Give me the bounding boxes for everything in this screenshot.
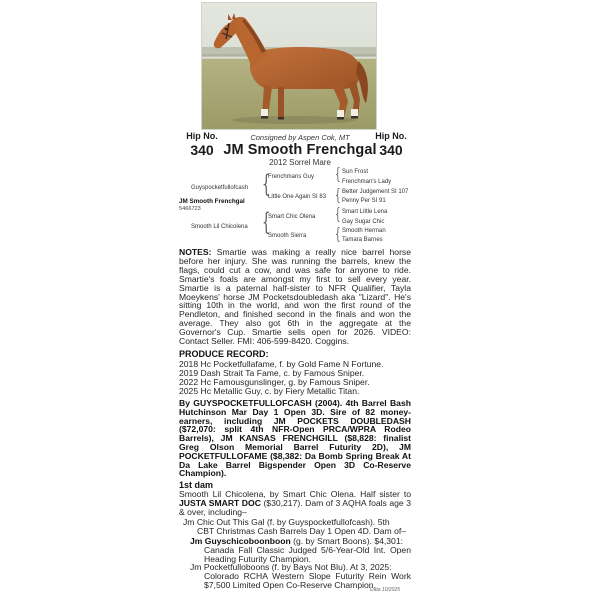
pedigree-brace-sire: { bbox=[262, 170, 271, 198]
hip-label-right: Hip No. bbox=[375, 131, 407, 141]
pedigree-sire-sire: Frenchmans Guy bbox=[268, 174, 315, 180]
sorrel-mare-image bbox=[202, 3, 376, 129]
foal-name-line: Jm Chic Out This Gal (f. by Guyspocketfullofcash). 5th bbox=[183, 517, 390, 527]
pedigree-sire-sire-dam: Frenchman's Lady bbox=[342, 179, 392, 185]
first-dam-intro-bold: JUSTA SMART DOC bbox=[179, 497, 261, 508]
produce-item: 2018 Hc Pocketfullafame, f. by Gold Fame N Fortune. bbox=[179, 359, 384, 369]
horse-description: 2012 Sorrel Mare bbox=[269, 158, 331, 167]
foal-entry bbox=[190, 563, 411, 589]
pedigree-dam-sire-sire: Smart Little Lena bbox=[342, 209, 388, 215]
pedigree-sire: Guyspocketfullofcash bbox=[191, 185, 249, 191]
registration-number: 5466723 bbox=[179, 206, 201, 212]
foal-name-rest: (g. by Smart Boons). $4,301: bbox=[293, 536, 404, 546]
first-dam-intro bbox=[179, 490, 411, 517]
produce-item: 2025 Hc Metallic Guy, c. by Fiery Metallic Titan. bbox=[179, 386, 360, 397]
foal-name-bold: Jm Guyschicoboonboon bbox=[190, 536, 291, 546]
pedigree-dam-dam-dam: Tamara Barnes bbox=[342, 237, 383, 243]
horse-name: JM Smooth Frenchgal bbox=[223, 142, 377, 158]
pedigree-sire-dam-dam: Penny Per SI 91 bbox=[342, 198, 386, 204]
foal-continuation: CBT Christmas Cash Barrels Day 1 Open 4D. Dam of– bbox=[197, 525, 407, 536]
pedigree-dam: Smooth Lil Chicolena bbox=[191, 224, 248, 230]
foal-continuation: Canada Fall Classic Judged 5/6-Year-Old Int. Open Heading Futurity Champion. bbox=[204, 544, 411, 564]
pedigree-brace-dd: { bbox=[335, 224, 341, 243]
pedigree-subject: JM Smooth Frenchgal bbox=[179, 198, 245, 205]
notes-paragraph bbox=[179, 248, 411, 346]
pedigree-dam-dam-sire: Smooth Herman bbox=[342, 228, 386, 234]
pedigree-brace-sd: { bbox=[335, 185, 341, 204]
foal-entry bbox=[183, 518, 411, 536]
pedigree-dam-sire-dam: Gay Sugar Chic bbox=[342, 219, 385, 225]
produce-record-title: PRODUCE RECORD: bbox=[179, 349, 269, 359]
notes-label: NOTES: bbox=[179, 247, 212, 257]
horse-photo bbox=[201, 2, 377, 130]
sire-record: By GUYSPOCKETFULLOFCASH (2004). 4th Barrel Bash Hutchinson Mar Day 1 Open 3D. Sire of 82 money-earners, including JM POCKETS DOUBLEDASH ($72,070: split 4th NFR-Open PRCA/WPRA Rodeo Barrels), JM KANSAS FRENCHGILL ($8,828: finalist Greg Olson Memorial Barrel Futurity 2D), JM POCKETFULLOFAME ($8,382: Da Bomb Spring Break At Da Lake Barrel Bigspender Open 3D Co-Reserve Champion). bbox=[179, 398, 411, 479]
hip-value-right: 340 bbox=[379, 142, 403, 158]
hip-label-left: Hip No. bbox=[186, 131, 218, 141]
pedigree-brace-ss: { bbox=[335, 164, 341, 183]
produce-item: 2022 Hc Famousgunslinger, g. by Famous Sniper. bbox=[179, 377, 370, 388]
pedigree-brace-dam: { bbox=[262, 208, 271, 236]
pedigree-dam-sire: Smart Chic Olena bbox=[268, 214, 316, 220]
pedigree-sire-dam: Little One Again SI 83 bbox=[268, 194, 327, 200]
consignor-line: Consigned by Aspen Cok, MT bbox=[250, 133, 350, 142]
foal-continuation: Colorado RCHA Western Slope Futurity Rein Work $7,500 Limited Open Co-Reserve Champion. bbox=[204, 570, 411, 590]
pedigree-dam-dam: Smooth Sierra bbox=[268, 233, 307, 239]
produce-record-list bbox=[179, 360, 411, 396]
first-dam-title: 1st dam bbox=[179, 480, 214, 490]
pedigree-brace-ds: { bbox=[335, 204, 341, 223]
pedigree-sire-dam-sire: Better Judgement SI 107 bbox=[342, 189, 409, 195]
first-dam-intro-after: ($30,217). Dam of 3 AQHA foals age 3 & over, including– bbox=[179, 497, 412, 517]
produce-item: 2019 Dash Strait Ta Fame, c. by Famous Sniper. bbox=[179, 368, 365, 379]
foal-name-line: Jm Pocketfulloboons (f. by Bays Not Blu). At 3, 2025: bbox=[190, 562, 392, 572]
pedigree-sire-sire-sire: Sun Frost bbox=[342, 169, 369, 175]
hip-value-left: 340 bbox=[190, 142, 214, 158]
notes-text: Smartie was making a really nice barrel horse before her injury. She was running the barrels, knew the flags, could cut a cow, and was safe for anyone to ride. Smartie's foals are amongst my first to sell every year. Smartie is a paternal half-sister to NFR Qualifier, Tayla Moeykens' horse JM Pocketsdoubledash aka "Lizard". He's sitting 10th in the world, and won the first round of the Pendleton, and finished second in the finals and won the average. They also got 6th in the aggregate at the Governor's Cup. Smartie sells open for 2026. VIDEO: Contact Seller. FMI: 406-599-8420. Coggins. bbox=[179, 247, 412, 347]
first-dam-intro-before: Smooth Lil Chicolena, by Smart Chic Olena. Half sister to bbox=[179, 489, 411, 499]
foal-entry bbox=[190, 537, 411, 563]
data-date-footer: Data 10/2025 bbox=[370, 587, 401, 593]
